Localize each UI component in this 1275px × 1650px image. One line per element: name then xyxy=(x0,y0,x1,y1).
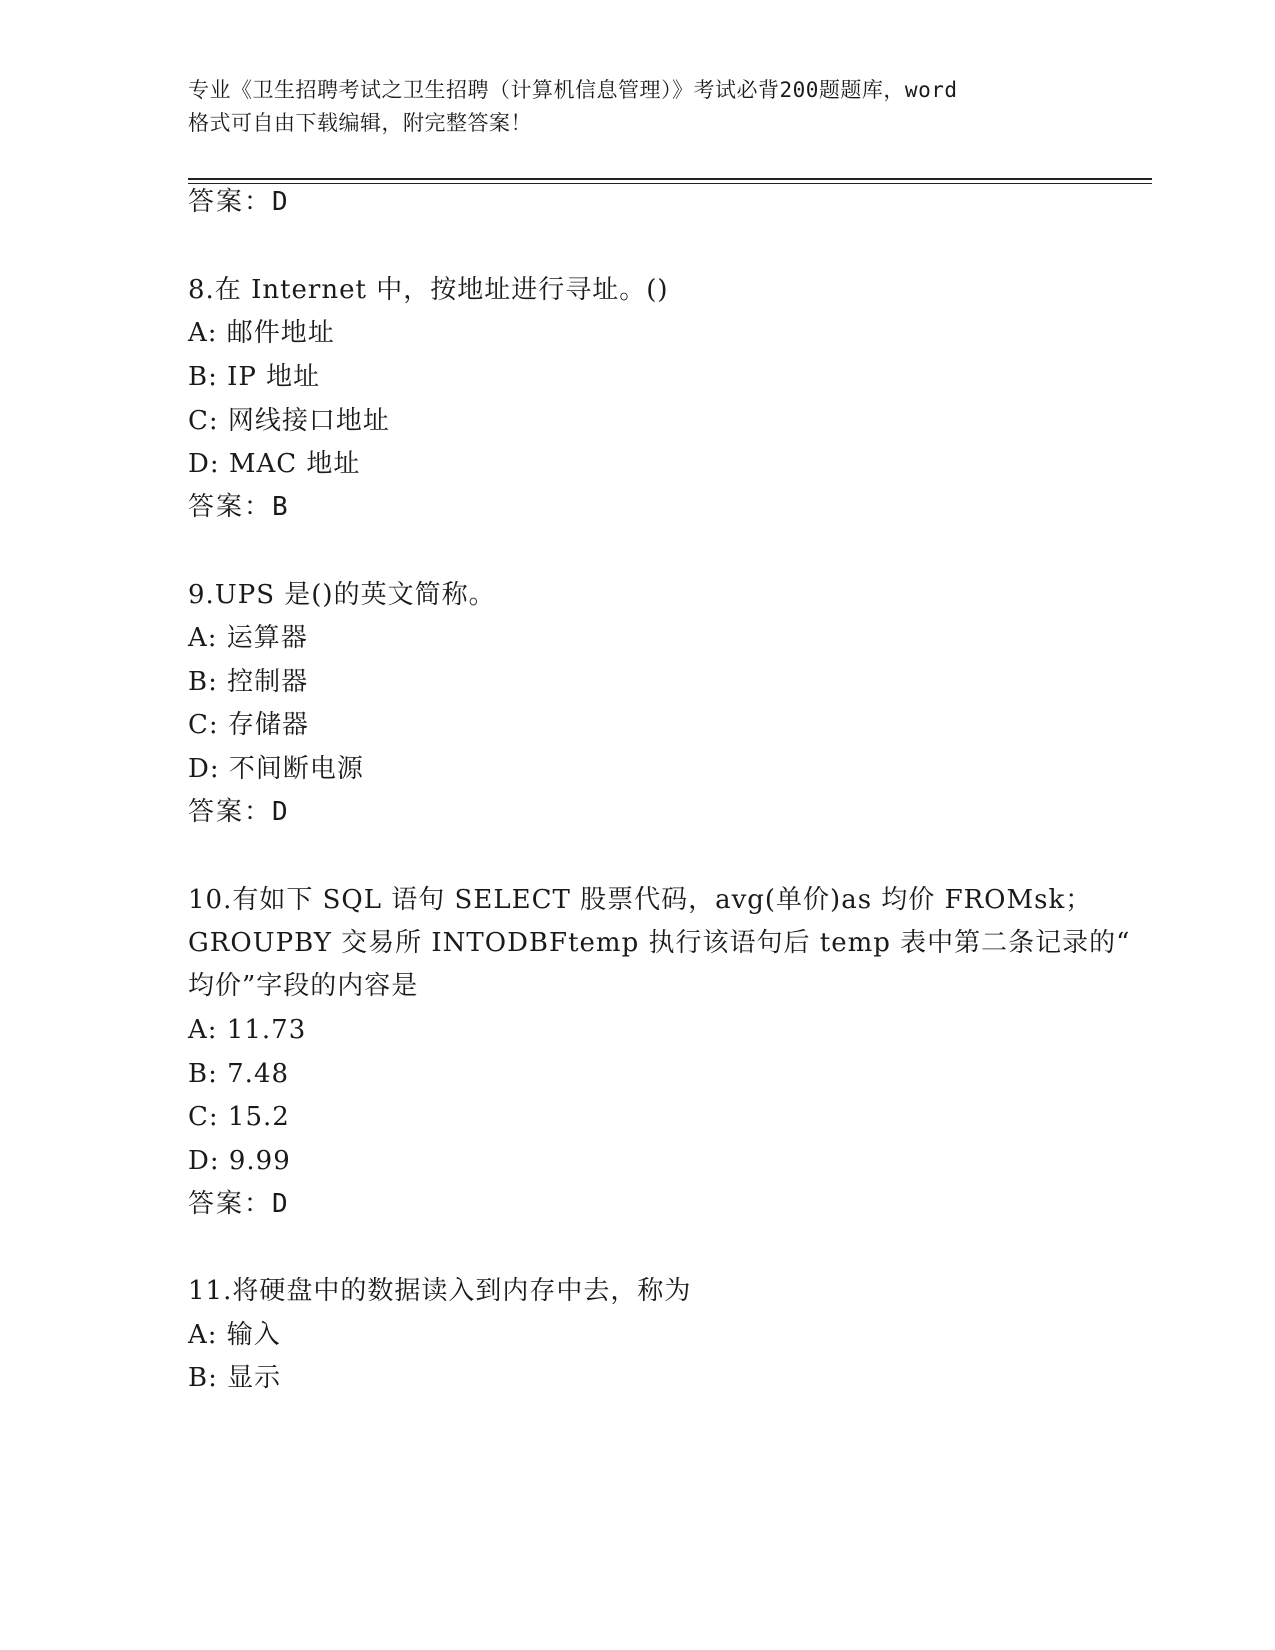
question-10-option-b: B: 7.48 xyxy=(188,1059,290,1089)
question-8-text: 8.在 Internet 中，按地址进行寻址。() xyxy=(188,275,669,305)
answer-q8 xyxy=(188,491,289,523)
question-10-text-line-3: 均价”字段的内容是 xyxy=(188,971,419,1001)
header-line-2: 格式可自由下载编辑，附完整答案！ xyxy=(188,111,532,135)
answer-label: 答案： xyxy=(188,492,273,522)
question-10-text-line-2: GROUPBY 交易所 INTODBFtemp 执行该语句后 temp 表中第二条记录的“ xyxy=(188,928,1131,958)
question-11-option-a: A: 输入 xyxy=(188,1320,281,1350)
header-divider-thick xyxy=(188,178,1152,180)
answer-value: B xyxy=(272,492,289,522)
answer-label: 答案： xyxy=(188,797,273,827)
question-8-option-b: B: IP 地址 xyxy=(188,362,321,392)
answer-q7 xyxy=(188,186,289,218)
question-9-text: 9.UPS 是()的英文简称。 xyxy=(188,580,496,610)
question-8-option-c: C: 网线接口地址 xyxy=(188,406,390,436)
question-10-option-c: C: 15.2 xyxy=(188,1102,290,1132)
question-8-option-d: D: MAC 地址 xyxy=(188,449,361,479)
question-9-option-c: C: 存储器 xyxy=(188,710,309,740)
answer-value: D xyxy=(272,797,289,827)
question-9-option-b: B: 控制器 xyxy=(188,667,309,697)
question-10-option-d: D: 9.99 xyxy=(188,1146,291,1176)
question-11-text: 11.将硬盘中的数据读入到内存中去，称为 xyxy=(188,1276,692,1306)
answer-value: D xyxy=(272,187,289,217)
header-line-1: 专业《卫生招聘考试之卫生招聘（计算机信息管理）》考试必背200题题库，word xyxy=(188,78,958,102)
document-header xyxy=(188,74,1098,140)
question-8-option-a: A: 邮件地址 xyxy=(188,318,335,348)
answer-q10 xyxy=(188,1188,289,1220)
question-9-option-a: A: 运算器 xyxy=(188,623,308,653)
question-11-option-b: B: 显示 xyxy=(188,1363,282,1393)
question-10-text-line-1: 10.有如下 SQL 语句 SELECT 股票代码，avg(单价)as 均价 FROMsk； xyxy=(188,885,1093,915)
answer-value: D xyxy=(272,1189,289,1219)
answer-label: 答案： xyxy=(188,187,273,217)
header-divider-thin xyxy=(188,183,1152,184)
question-9-option-d: D: 不间断电源 xyxy=(188,754,364,784)
answer-label: 答案： xyxy=(188,1189,273,1219)
question-10-option-a: A: 11.73 xyxy=(188,1015,307,1045)
answer-q9 xyxy=(188,796,289,828)
